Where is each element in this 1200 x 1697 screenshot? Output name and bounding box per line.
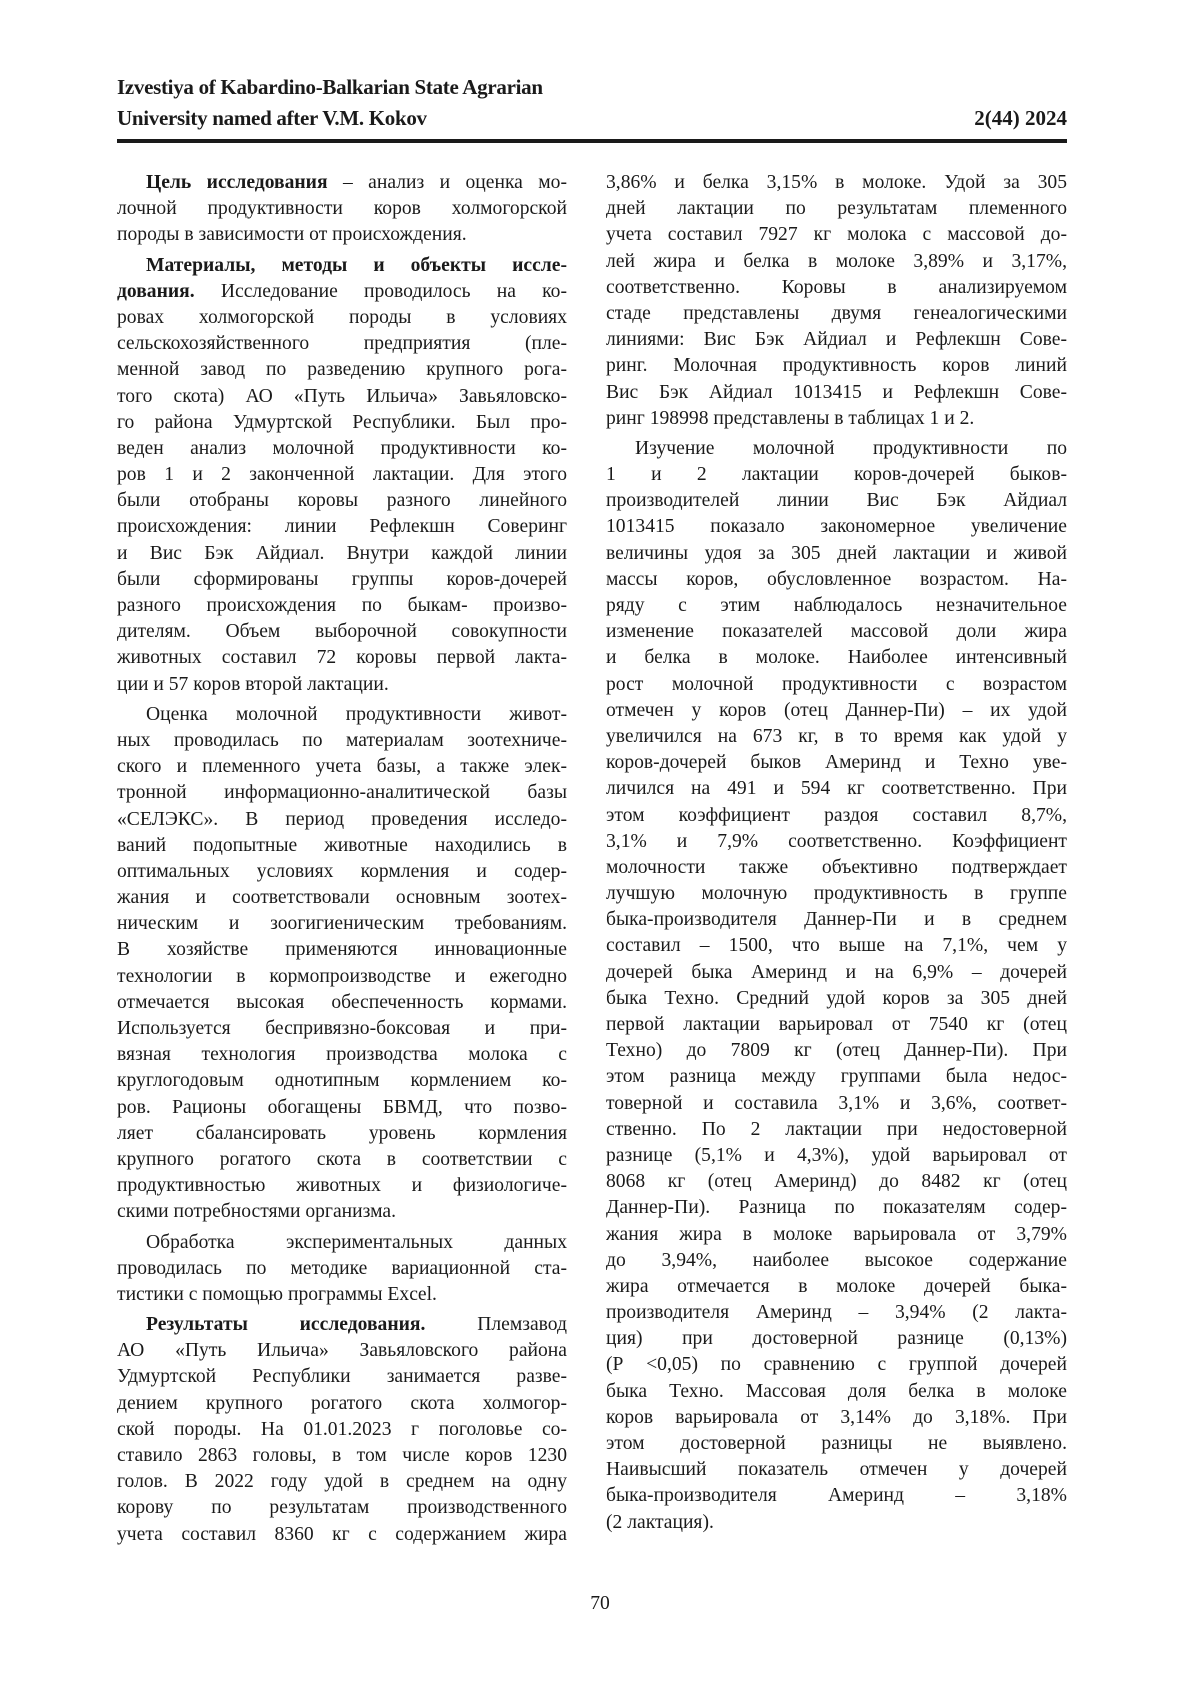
paragraph-processing: Обработка экспериментальных данных проводилась по методике вариационной ста- тистики с помощью программы Excel. (117, 1231, 567, 1305)
right-column (606, 170, 1067, 1536)
section-heading-aim: Цель исследования (146, 172, 328, 193)
journal-title-line-2: University named after V.M. Kokov (117, 106, 427, 130)
paragraph-materials-methods: Материалы, методы и объекты иссле- дования. Исследование проводилось на ко- ровах холмогорской породы в условиях сельскохозяйственного предприятия (пле- менной завод по разведению крупного рога- того скота) АО «Путь Ильича» Завьяловско- го района Удмуртской Республики. Был про- веден анализ молочной продуктивности ко- ров 1 и 2 законченной лактации. Для этого были отобраны коровы разного линейного происхождения: линии Рефлекшн Соверинг и Вис Бэк Айдиал. Внутри каждой линии были сформированы группы коров-дочерей разного происхождения по быкам- произво- дителям. Объем выборочной совокупности животных составил 72 коровы первой лакта- ции и 57 коров второй лактации. (117, 254, 567, 695)
paragraph-aim: Цель исследования – анализ и оценка мо- лочной продуктивности коров холмогорской породы в зависимости от происхождения. (117, 172, 567, 246)
page-number: 70 (590, 1593, 610, 1614)
journal-title-line-1: Izvestiya of Kabardino-Balkarian State Agrarian (117, 75, 543, 99)
paragraph-lactation-study: Изучение молочной продуктивности по 1 и 2 лактации коров-дочерей быков- производителей линии Вис Бэк Айдиал 1013415 показало закономерное увеличение величины удоя за 305 дней лактации и живой массы коров, обусловленное возрастом. На- ряду с этим наблюдалось незначительное изменение показателей массовой доли жира и белка в молоке. Наиболее интенсивный рост молочной продуктивности с возрастом отмечен у коров (отец Даннер-Пи) – их удой увеличился на 673 кг, в то время как удой у коров-дочерей быков Америнд и Техно уве- личился на 491 и 594 кг соответственно. При этом коэффициент раздоя составил 8,7%, 3,1% и 7,9% соответственно. Коэффициент молочности также объективно подтверждает лучшую молочную продуктивность в группе быка-производителя Даннер-Пи и в среднем составил – 1500, что выше на 7,1%, чем у дочерей быка Америнд и на 6,9% – дочерей быка Техно. Средний удой коров за 305 дней первой лактации варьировал от 7540 кг (отец Техно) до 7809 кг (отец Даннер-Пи). При этом разница между группами была недос- товерной и составила 3,1% и 3,6%, соответ- ственно. По 2 лактации при недостоверной разнице (5,1% и 4,3%), удой варьировал от 8068 кг (отец Америнд) до 8482 кг (отец Даннер-Пи). Разница по показателям содер- жания жира в молоке варьировала от 3,79% до 3,94%, наиболее высокое содержание жира отмечается в молоке дочерей быка- производителя Америнд – 3,94% (2 лакта- ция) при достоверной разнице (0,13%) (Р <0,05) по сравнению с группой дочерей быка Техно. Массовая доля белка в молоке коров варьировала от 3,14% до 3,18%. При этом достоверной разницы не выявлено. Наивысший показатель отмечен у дочерей быка-производителя Америнд – 3,18% (2 лактация). (606, 437, 1067, 1533)
header-divider (117, 139, 1067, 143)
paragraph-results: Результаты исследования. Племзавод АО «Путь Ильича» Завьяловского района Удмуртской Республики занимается разве- дением крупного рогатого скота холмогор- ской породы. На 01.01.2023 г поголовье со- ставило 2863 головы, в том числе коров 1230 голов. В 2022 году удой в среднем на одну корову по результатам производственного учета составил 8360 кг с содержанием жира (117, 1314, 567, 1545)
issue-number: 2(44) 2024 (974, 106, 1067, 130)
section-heading-materials: Материалы, методы и объекты иссле- (146, 254, 567, 276)
left-column (117, 170, 567, 1548)
paragraph-results-continued: 3,86% и белка 3,15% в молоке. Удой за 305 дней лактации по результатам племенного учета составил 7927 кг молока с массовой до- лей жира и белка в молоке 3,89% и 3,17%, соответственно. Коровы в анализируемом стаде представлены двумя генеалогическими линиями: Вис Бэк Айдиал и Рефлекшн Сове- ринг. Молочная продуктивность коров линий Вис Бэк Айдиал 1013415 и Рефлекшн Сове- ринг 198998 представлены в таблицах 1 и 2. (606, 172, 1067, 429)
running-header (117, 72, 1067, 134)
section-heading-results: Результаты исследования. (146, 1314, 426, 1336)
paragraph-evaluation: Оценка молочной продуктивности живот- ных проводилась по материалам зоотехниче- ского и племенного учета базы, а также элек- тронной информационно-аналитической базы «СЕЛЭКС». В период проведения исследо- ваний подопытные животные находились в оптимальных условиях кормления и содер- жания и соответствовали основным зоотех- ническим и зоогигиеническим требованиям. В хозяйстве применяются инновационные технологии в кормопроизводстве и ежегодно отмечается высокая обеспеченность кормами. Используется беспривязно-боксовая и при- вязная технология производства молока с круглогодовым однотипным кормлением ко- ров. Рационы обогащены БВМД, что позво- ляет сбалансировать уровень кормления крупного рогатого скота в соответствии с продуктивностью животных и физиологиче- скими потребностями организма. (117, 703, 567, 1223)
